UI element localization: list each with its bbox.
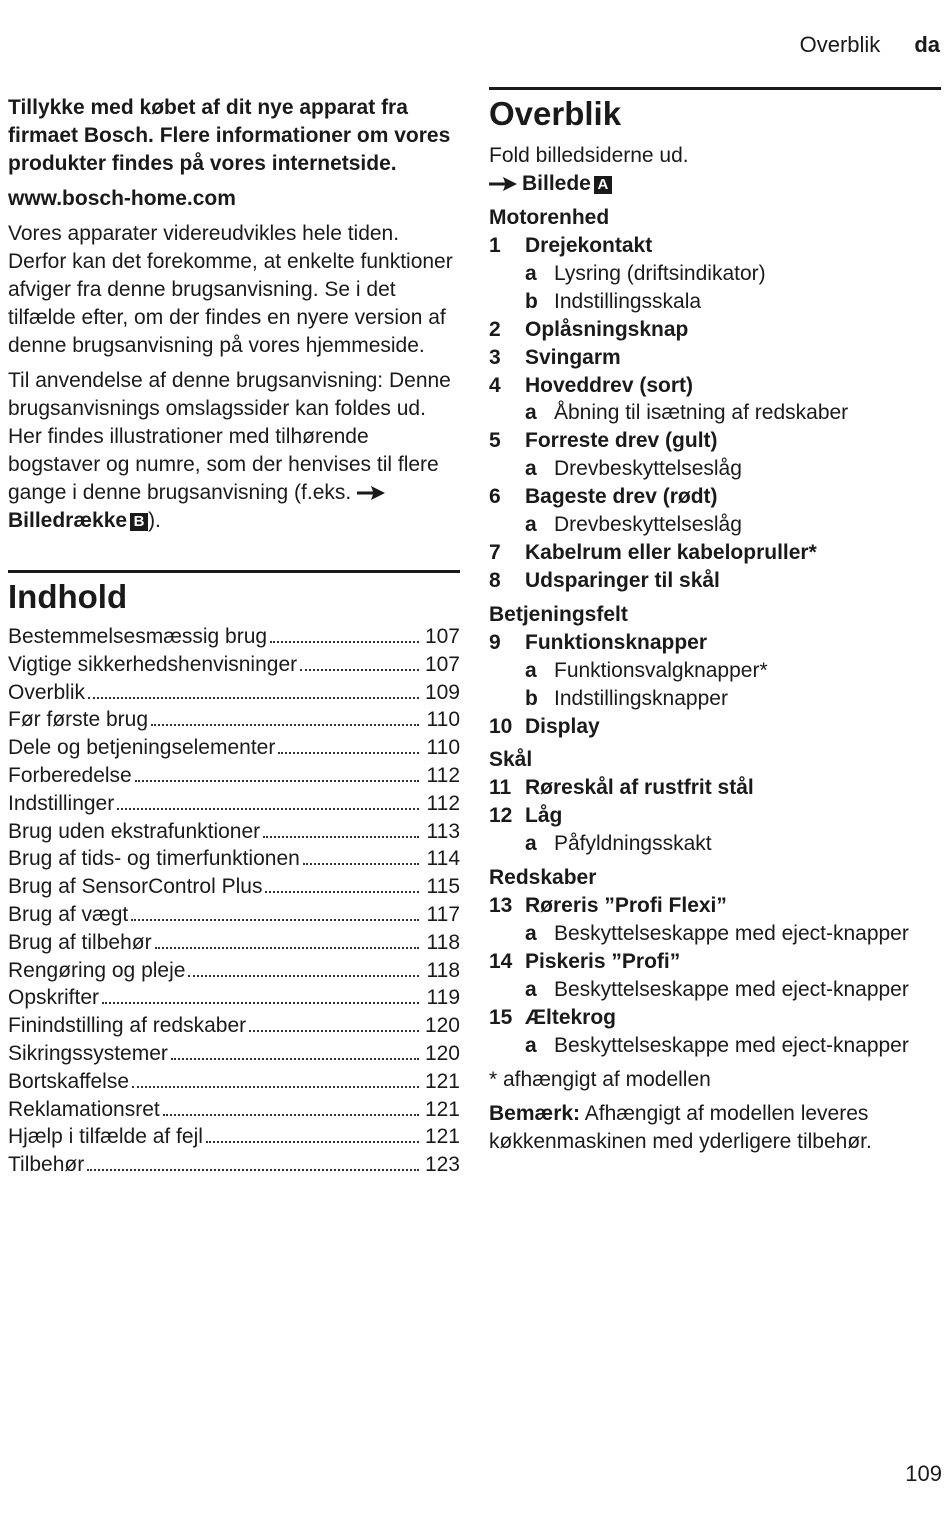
part-subitem: a Beskyttelseskappe med eject-knapper bbox=[525, 922, 909, 946]
toc-entry-label: Brug af tids- og timerfunktionen bbox=[8, 847, 300, 871]
figure-reference bbox=[489, 170, 941, 198]
toc-leader-dots bbox=[151, 724, 419, 726]
para2-suffix: ). bbox=[148, 509, 161, 532]
para2-reference: Billedrække bbox=[8, 509, 128, 532]
toc-entry-label: Bestemmelsesmæssig brug bbox=[8, 625, 268, 648]
toc-entry-page: 112 bbox=[426, 791, 460, 815]
toc-entry bbox=[8, 818, 460, 846]
toc-leader-dots bbox=[102, 1002, 419, 1004]
toc-entry-label: Overblik bbox=[8, 680, 86, 704]
toc-leader-dots bbox=[117, 808, 419, 810]
part-item: 2 Oplåsningsknap bbox=[489, 317, 689, 341]
toc-leader-dots bbox=[270, 641, 419, 643]
toc-entry bbox=[8, 1096, 460, 1124]
website-address: www.bosch-home.com bbox=[8, 187, 236, 210]
part-item: 5 Forreste drev (gult) bbox=[489, 429, 718, 453]
toc-entry-label: Hjælp i tilfælde af fejl bbox=[8, 1125, 203, 1149]
part-subitem: a Drevbeskyttelseslåg bbox=[525, 457, 742, 481]
intro-paragraph-1: Vores apparater videreudvikles hele tiden. Derfor kan det forekomme, at enkelte funktioner afviger fra denne brugsanvisning. Se i det tilfælde efter, om der findes en nyere version af denne brugsanvisning på vores hjemmeside. bbox=[8, 222, 453, 357]
toc-entry-label: Tilbehør bbox=[8, 1153, 85, 1177]
toc-entry-label: Brug af vægt bbox=[8, 902, 129, 926]
figure-reference-label: Billede bbox=[522, 172, 591, 195]
toc-entry-page: 113 bbox=[426, 819, 460, 843]
toc-title: Indhold bbox=[8, 578, 128, 615]
part-item: 15 Æltekrog bbox=[489, 1005, 617, 1029]
toc-leader-dots bbox=[303, 863, 419, 865]
toc-leader-dots bbox=[155, 947, 419, 949]
group-heading-panel: Betjeningsfelt bbox=[489, 602, 628, 626]
toc-leader-dots bbox=[206, 1141, 419, 1143]
toc-leader-dots bbox=[87, 1169, 419, 1171]
toc-entry-page: 114 bbox=[426, 847, 460, 871]
toc-leader-dots bbox=[163, 1114, 419, 1116]
toc-entry bbox=[8, 1123, 460, 1151]
part-subitem: a Lysring (driftsindikator) bbox=[525, 261, 766, 285]
toc-entry-page: 121 bbox=[424, 1069, 460, 1093]
part-item: 13 Røreris ”Profi Flexi” bbox=[489, 894, 727, 918]
toc-leader-dots bbox=[188, 975, 419, 977]
toc-leader-dots bbox=[131, 919, 419, 921]
table-of-contents bbox=[8, 623, 460, 1179]
overview-title: Overblik bbox=[489, 95, 622, 132]
toc-entry bbox=[8, 706, 460, 734]
toc-entry-page: 117 bbox=[426, 902, 460, 926]
toc-entry-label: Forberedelse bbox=[8, 763, 132, 787]
section-divider bbox=[489, 87, 941, 90]
toc-entry bbox=[8, 901, 460, 929]
toc-leader-dots bbox=[263, 836, 419, 838]
part-subitem: a Funktionsvalgknapper* bbox=[525, 658, 768, 682]
part-item: 10 Display bbox=[489, 714, 600, 738]
header-language-code: da bbox=[914, 32, 940, 57]
toc-entry-label: Indstillinger bbox=[8, 791, 115, 815]
toc-leader-dots bbox=[88, 697, 419, 699]
group-heading-motor: Motorenhed bbox=[489, 206, 610, 229]
toc-entry-label: Opskrifter bbox=[8, 986, 100, 1010]
toc-entry-page: 109 bbox=[424, 680, 460, 704]
right-column bbox=[489, 87, 941, 1156]
toc-leader-dots bbox=[300, 669, 419, 671]
intro-paragraph-2 bbox=[8, 367, 460, 535]
toc-entry-page: 107 bbox=[424, 652, 460, 676]
toc-entry bbox=[8, 1151, 460, 1179]
toc-entry bbox=[8, 1040, 460, 1068]
part-item: 3 Svingarm bbox=[489, 345, 621, 369]
part-item: 4 Hoveddrev (sort) bbox=[489, 373, 694, 397]
figure-letter-badge: B bbox=[130, 513, 148, 531]
toc-entry-page: 112 bbox=[426, 763, 460, 787]
toc-entry bbox=[8, 623, 460, 651]
toc-entry-label: Brug uden ekstrafunktioner bbox=[8, 819, 261, 843]
figure-letter-badge: A bbox=[594, 176, 612, 194]
toc-entry-label: Brug af tilbehør bbox=[8, 930, 152, 954]
part-subitem: a Drevbeskyttelseslåg bbox=[525, 513, 742, 537]
group-heading-bowl: Skål bbox=[489, 748, 533, 772]
toc-entry-page: 120 bbox=[424, 1041, 460, 1065]
toc-entry bbox=[8, 957, 460, 985]
overview-subtitle: Fold billedsiderne ud. bbox=[489, 144, 689, 167]
toc-leader-dots bbox=[278, 752, 419, 754]
toc-leader-dots bbox=[265, 891, 419, 893]
part-subitem: b Indstillingsknapper bbox=[525, 686, 728, 710]
toc-entry bbox=[8, 984, 460, 1012]
toc-entry-label: Dele og betjeningselementer bbox=[8, 736, 276, 760]
part-item: 14 Piskeris ”Profi” bbox=[489, 949, 681, 973]
toc-entry bbox=[8, 679, 460, 707]
part-item: 6 Bageste drev (rødt) bbox=[489, 485, 718, 509]
footnote: * afhængigt af modellen bbox=[489, 1067, 711, 1091]
arrow-right-icon bbox=[489, 177, 517, 191]
toc-entry-label: Vigtige sikkerhedshenvisninger bbox=[8, 652, 298, 676]
toc-entry-page: 118 bbox=[426, 958, 460, 982]
left-column bbox=[8, 94, 460, 1179]
toc-entry bbox=[8, 790, 460, 818]
toc-entry bbox=[8, 873, 460, 901]
section-divider bbox=[8, 570, 460, 573]
arrow-right-icon bbox=[357, 486, 385, 500]
toc-entry bbox=[8, 929, 460, 957]
part-item: 12 Låg bbox=[489, 804, 563, 828]
toc-entry bbox=[8, 1012, 460, 1040]
toc-entry-label: Brug af SensorControl Plus bbox=[8, 875, 263, 899]
toc-entry-page: 107 bbox=[424, 625, 460, 648]
toc-entry-page: 123 bbox=[424, 1153, 460, 1177]
toc-entry-label: Bortskaffelse bbox=[8, 1069, 130, 1093]
part-item: 9 Funktionsknapper bbox=[489, 630, 708, 654]
remark-label: Bemærk: bbox=[489, 1101, 581, 1125]
part-item: 1 Drejekontakt bbox=[489, 234, 653, 257]
header-section-title: Overblik bbox=[799, 32, 881, 57]
part-subitem: b Indstillingsskala bbox=[525, 289, 702, 313]
toc-leader-dots bbox=[249, 1030, 419, 1032]
para2-prefix: Til anvendelse af denne brugsanvisning: Denne brugsanvisnings omslagssider kan foldes ud. Her findes illustrationer med tilhørende bogstaver og numre, som der henvises til flere gange i denne brugsanvisning (f.eks. bbox=[8, 369, 451, 504]
part-subitem: a Beskyttelseskappe med eject-knapper bbox=[525, 977, 909, 1001]
group-heading-tools: Redskaber bbox=[489, 866, 597, 890]
toc-entry-label: Reklamationsret bbox=[8, 1097, 160, 1121]
toc-entry-page: 120 bbox=[424, 1014, 460, 1038]
toc-entry-label: Sikringssystemer bbox=[8, 1041, 168, 1065]
toc-entry-page: 119 bbox=[426, 986, 460, 1010]
part-subitem: a Beskyttelseskappe med eject-knapper bbox=[525, 1033, 909, 1057]
toc-leader-dots bbox=[171, 1058, 419, 1060]
running-header bbox=[800, 32, 940, 58]
part-item: 7 Kabelrum eller kabelopruller* bbox=[489, 540, 817, 564]
part-item: 11 Røreskål af rustfrit stål bbox=[489, 776, 754, 800]
toc-leader-dots bbox=[135, 780, 419, 782]
toc-entry bbox=[8, 1068, 460, 1096]
page-number: 109 bbox=[905, 1461, 942, 1486]
toc-entry-page: 110 bbox=[426, 708, 460, 732]
toc-entry-page: 110 bbox=[426, 736, 460, 760]
toc-entry-label: Rengøring og pleje bbox=[8, 958, 186, 982]
remark-text: Afhængigt af modellen leveres køkkenmaskinen med yderligere tilbehør. bbox=[489, 1101, 872, 1153]
toc-entry-page: 115 bbox=[426, 875, 460, 899]
intro-bold-text: Tillykke med købet af dit nye apparat fra firmaet Bosch. Flere informationer om vores produkter findes på vores internetside. bbox=[8, 96, 451, 175]
toc-entry bbox=[8, 845, 460, 873]
toc-entry-page: 121 bbox=[424, 1097, 460, 1121]
toc-entry-page: 118 bbox=[426, 930, 460, 954]
remark bbox=[489, 1100, 941, 1156]
toc-entry-label: Finindstilling af redskaber bbox=[8, 1014, 247, 1038]
part-item: 8 Udsparinger til skål bbox=[489, 568, 720, 592]
toc-entry-label: Før første brug bbox=[8, 708, 149, 732]
part-subitem: a Åbning til isætning af redskaber bbox=[525, 401, 849, 425]
part-subitem: a Påfyldningsskakt bbox=[525, 832, 712, 856]
toc-entry bbox=[8, 734, 460, 762]
toc-leader-dots bbox=[132, 1086, 419, 1088]
toc-entry bbox=[8, 762, 460, 790]
toc-entry bbox=[8, 651, 460, 679]
toc-entry-page: 121 bbox=[424, 1125, 460, 1149]
